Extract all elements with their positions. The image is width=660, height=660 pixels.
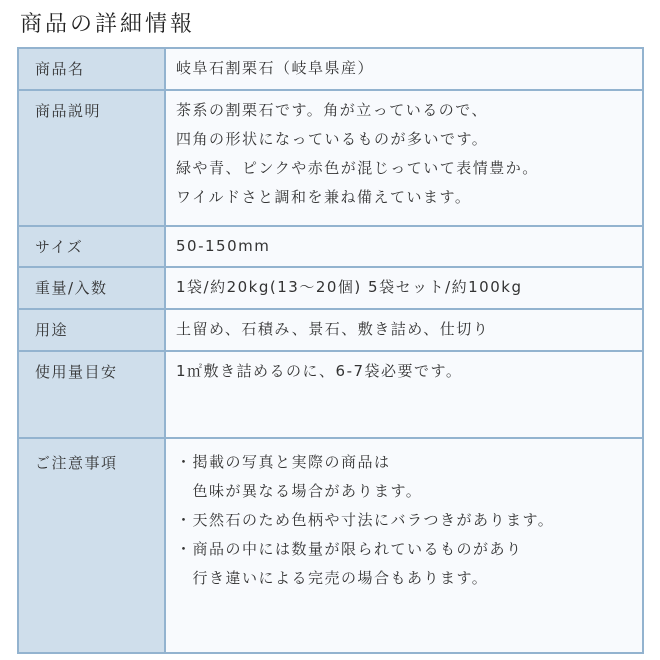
row-value [165,267,643,309]
row-label: 用途 [18,309,165,351]
value-line: 1袋/約20kg(13～20個) 5袋セット/約100kg [176,278,523,296]
value-line: 土留め、石積み、景石、敷き詰め、仕切り [176,320,490,338]
value-line: ・商品の中には数量が限られているものがあり [176,540,523,558]
value-line: 茶系の割栗石です。角が立っているので、 [176,101,489,119]
row-label: 商品名 [18,48,165,90]
value-line: ワイルドさと調和を兼ね備えています。 [176,188,472,206]
page-title: 商品の詳細情報 [20,12,196,37]
value-line: 1㎡敷き詰めるのに、6-7袋必要です。 [176,362,463,380]
value-line: 色味が異なる場合があります。 [176,482,423,500]
table-row [18,267,643,309]
value-line: 50-150mm [176,237,271,255]
table-row [18,351,643,438]
table-row [18,438,643,653]
row-value [165,90,643,226]
table-row [18,90,643,226]
row-value [165,309,643,351]
row-label: サイズ [18,226,165,267]
row-label: 商品説明 [18,90,165,226]
row-value [165,48,643,90]
value-line: ・天然石のため色柄や寸法にバラつきがあります。 [176,511,555,529]
row-label: 使用量目安 [18,351,165,438]
value-line: 緑や青、ピンクや赤色が混じっていて表情豊か。 [176,159,539,177]
row-value [165,351,643,438]
row-label: ご注意事項 [18,438,165,653]
value-line: 行き違いによる完売の場合もあります。 [176,569,489,587]
product-details-table [17,47,644,654]
row-label: 重量/入数 [18,267,165,309]
table-row [18,226,643,267]
table-row [18,309,643,351]
table-row [18,48,643,90]
row-value [165,226,643,267]
value-line: ・掲載の写真と実際の商品は [176,453,391,471]
value-line: 四角の形状になっているものが多いです。 [176,130,489,148]
value-line: 岐阜石割栗石（岐阜県産） [176,59,375,77]
row-value [165,438,643,653]
